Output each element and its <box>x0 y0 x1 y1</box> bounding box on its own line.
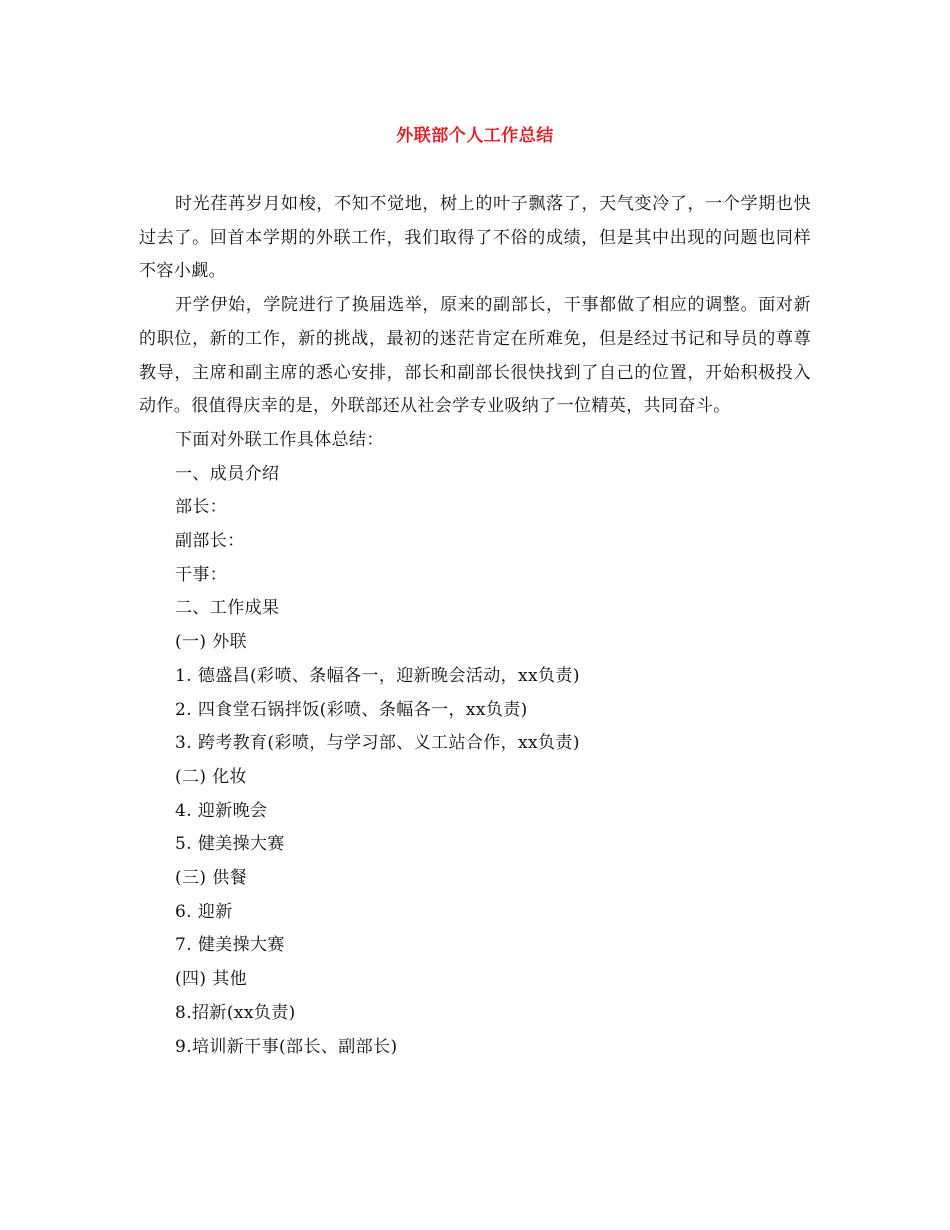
list-item: 5. 健美操大赛 <box>175 834 285 855</box>
list-item: 1. 德盛昌(彩喷、条幅各一，迎新晚会活动，xx负责) <box>175 665 580 686</box>
paragraph: 开学伊始，学院进行了换届选举，原来的副部长，干事都做了相应的调整。面对新的职位，新的工作，新的挑战，最初的迷茫肯定在所难免，但是经过书记和导员的尊尊教导，主席和副主席的悉心安排，部长和副部长很快找到了自己的位置，开始积极投入动作。很值得庆幸的是，外联部还从社会学专业吸纳了一位精英，共同奋斗。 <box>139 295 811 417</box>
list-item: 8.招新(xx负责) <box>175 1002 296 1023</box>
section-heading-results: 二、工作成果 <box>175 598 280 619</box>
list-item: 6. 迎新 <box>175 901 233 922</box>
subsection-heading: (四) 其他 <box>175 969 248 990</box>
document-body <box>139 188 811 1064</box>
list-item: 9.培训新干事(部长、副部长) <box>175 1036 398 1057</box>
subsection-heading: (一) 外联 <box>175 632 248 653</box>
summary-intro-line: 下面对外联工作具体总结： <box>175 429 384 450</box>
member-role-line: 部长： <box>175 497 228 518</box>
document-title: 外联部个人工作总结 <box>396 126 554 146</box>
list-item: 2. 四食堂石锅拌饭(彩喷、条幅各一，xx负责) <box>175 699 528 720</box>
member-role-line: 副部长： <box>175 531 245 552</box>
paragraph: 时光荏苒岁月如梭，不知不觉地，树上的叶子飘落了，天气变冷了，一个学期也快过去了。回首本学期的外联工作，我们取得了不俗的成绩，但是其中出现的问题也同样不容小觑。 <box>139 194 811 282</box>
subsection-heading: (三) 供餐 <box>175 868 248 889</box>
subsection-heading: (二) 化妆 <box>175 766 248 787</box>
list-item: 7. 健美操大赛 <box>175 935 285 956</box>
list-item: 3. 跨考教育(彩喷，与学习部、义工站合作，xx负责) <box>175 733 580 754</box>
list-item: 4. 迎新晚会 <box>175 800 268 821</box>
member-role-line: 干事： <box>175 564 228 585</box>
section-heading-members: 一、成员介绍 <box>175 463 280 484</box>
